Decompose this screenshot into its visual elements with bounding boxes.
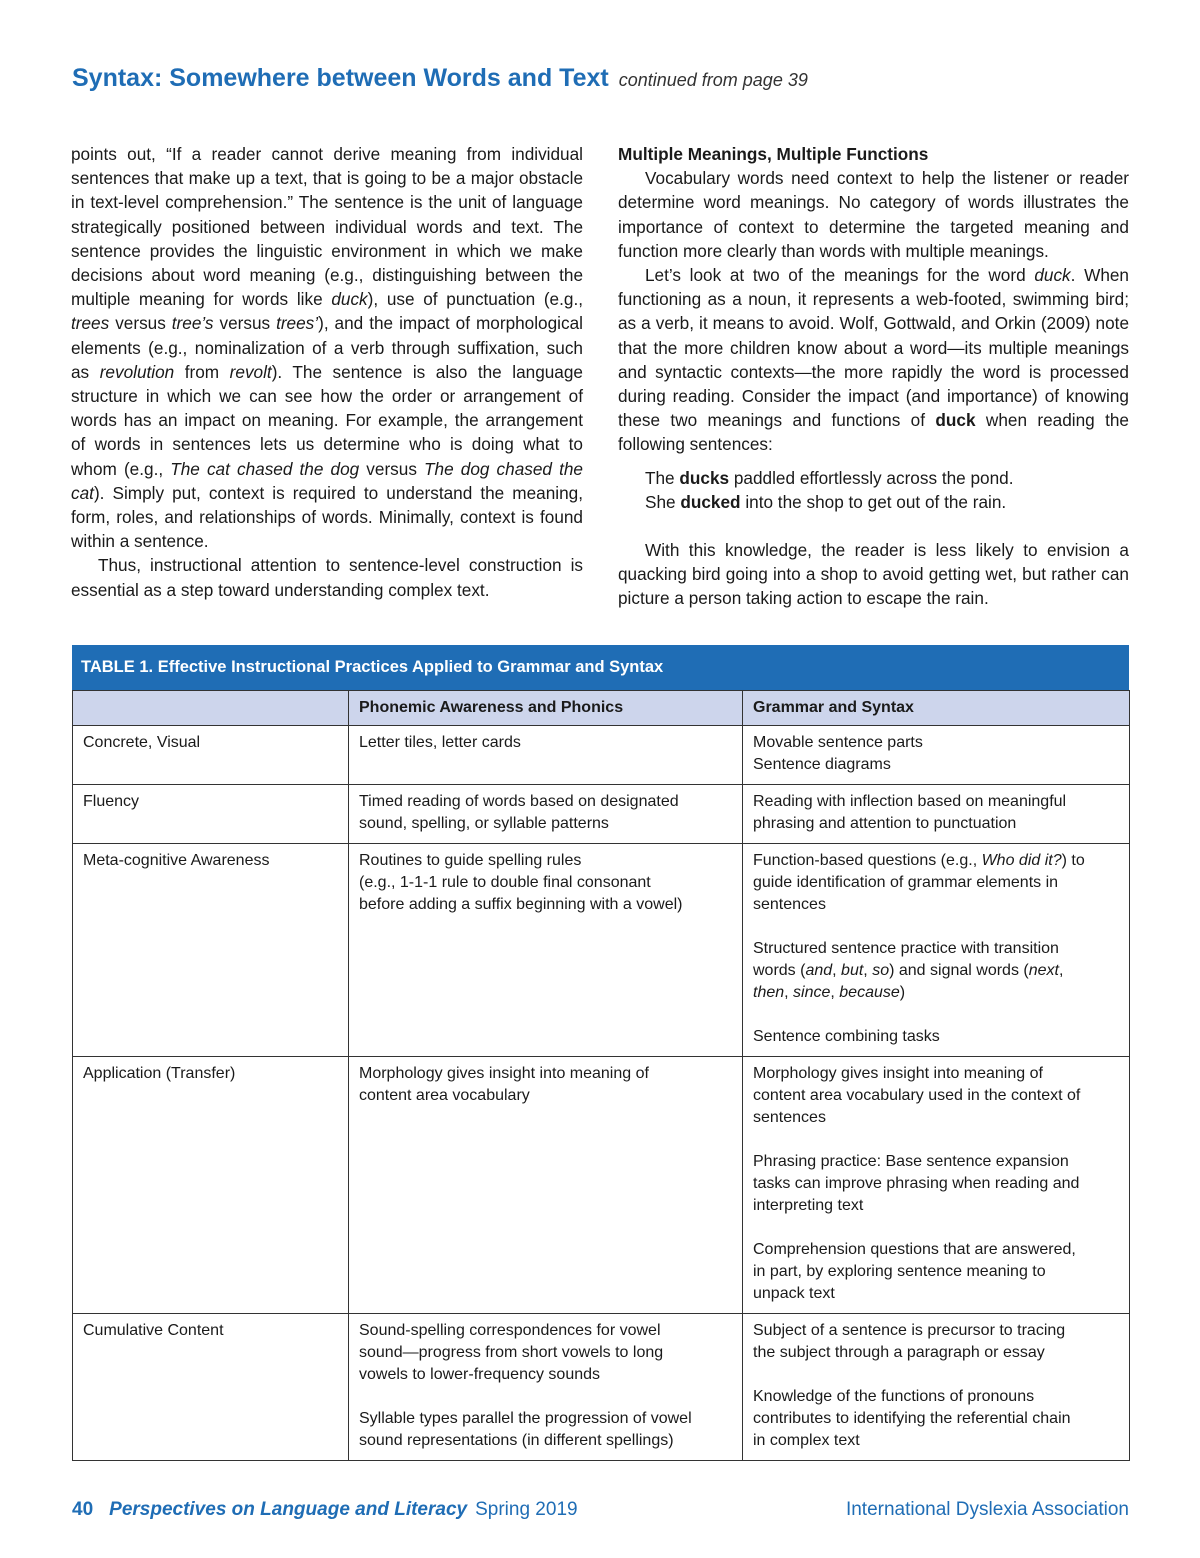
cell-line: content area vocabulary used in the context of — [753, 1087, 1081, 1104]
cell-line: Comprehension questions that are answered, — [753, 1241, 1076, 1258]
bold-text: duck — [935, 410, 976, 431]
italic-text: Who did it? — [981, 852, 1062, 869]
bold-text: ducked — [680, 491, 741, 512]
cell-line: then, since, because) — [753, 984, 906, 1001]
italic-text: since — [793, 984, 831, 1001]
table-row — [73, 726, 1130, 785]
italic-text: and — [805, 962, 833, 979]
practices-table — [72, 645, 1129, 1461]
cell-line: sentences — [753, 1109, 826, 1126]
cell-line: words (and, but, so) and signal words (next, — [753, 962, 1064, 979]
cell-line: Sentence diagrams — [753, 756, 891, 773]
grammar-cell — [743, 844, 1130, 1057]
bold-text: ducks — [679, 467, 730, 488]
column-header: Grammar and Syntax — [743, 691, 1130, 726]
phonics-cell — [349, 726, 743, 785]
table-grid — [72, 690, 1130, 1461]
cell-line: Routines to guide spelling rules — [359, 852, 582, 869]
italic-text: trees’ — [276, 313, 319, 334]
cell-line: in complex text — [753, 1432, 860, 1449]
cell-line: Sound-spelling correspondences for vowel — [359, 1322, 661, 1339]
example-sentence: The ducks paddled effortlessly across the pond. — [645, 467, 1014, 488]
phonics-cell — [349, 1314, 743, 1461]
cell-line: the subject through a paragraph or essay — [753, 1344, 1045, 1361]
cell-line: Reading with inflection based on meaningful — [753, 793, 1067, 810]
italic-text: trees — [71, 313, 110, 334]
cell-line: unpack text — [753, 1285, 835, 1302]
cell-line: Knowledge of the functions of pronouns — [753, 1388, 1035, 1405]
grammar-cell — [743, 726, 1130, 785]
cell-line: in part, by exploring sentence meaning to — [753, 1263, 1046, 1280]
cell-line: sound, spelling, or syllable patterns — [359, 815, 609, 832]
table-row — [73, 1314, 1130, 1461]
cell-line: Syllable types parallel the progression of vowel — [359, 1410, 692, 1427]
italic-text: The cat chased the dog — [170, 458, 360, 479]
article-title: Syntax: Somewhere between Words and Text — [72, 64, 609, 92]
cell-line: interpreting text — [753, 1197, 864, 1214]
cell-line: Phrasing practice: Base sentence expansion — [753, 1153, 1069, 1170]
row-label: Concrete, Visual — [73, 726, 349, 785]
cell-line: Letter tiles, letter cards — [359, 734, 521, 751]
cell-line: Movable sentence parts — [753, 734, 923, 751]
italic-text: duck — [331, 289, 368, 310]
italic-text: then — [753, 984, 785, 1001]
italic-text: revolt — [229, 361, 272, 382]
cell-line: guide identification of grammar elements in — [753, 874, 1059, 891]
table-row — [73, 1057, 1130, 1314]
row-label: Cumulative Content — [73, 1314, 349, 1461]
organization-name: International Dyslexia Association — [845, 1499, 1129, 1520]
grammar-cell — [743, 785, 1130, 844]
grammar-cell — [743, 1057, 1130, 1314]
table-row — [73, 785, 1130, 844]
italic-text: duck — [1034, 265, 1071, 286]
example-sentence: She ducked into the shop to get out of the rain. — [645, 491, 1007, 512]
italic-text: because — [839, 984, 900, 1001]
page-header — [72, 64, 808, 93]
cell-line: phrasing and attention to punctuation — [753, 815, 1017, 832]
cell-line: sentences — [753, 896, 826, 913]
italic-text: so — [872, 962, 890, 979]
row-label: Fluency — [73, 785, 349, 844]
journal-name: Perspectives on Language and Literacy — [109, 1499, 468, 1520]
cell-line: Subject of a sentence is precursor to tracing — [753, 1322, 1066, 1339]
cell-line: sound representations (in different spellings) — [359, 1432, 674, 1449]
italic-text: next — [1028, 962, 1059, 979]
cell-line: before adding a suffix beginning with a vowel) — [359, 896, 683, 913]
section-subheading: Multiple Meanings, Multiple Functions — [618, 144, 929, 164]
cell-line: content area vocabulary — [359, 1087, 530, 1104]
cell-line: contributes to identifying the referential chain — [753, 1410, 1071, 1427]
column-header: Phonemic Awareness and Phonics — [349, 691, 743, 726]
page-footer — [72, 1499, 1129, 1521]
cell-line: vowels to lower-frequency sounds — [359, 1366, 601, 1383]
phonics-cell — [349, 1057, 743, 1314]
right-column — [618, 142, 1129, 611]
cell-line: Sentence combining tasks — [753, 1028, 940, 1045]
italic-text: revolution — [99, 361, 175, 382]
cell-line: Timed reading of words based on designated — [359, 793, 679, 810]
cell-line: Morphology gives insight into meaning of — [753, 1065, 1043, 1082]
cell-line: sound—progress from short vowels to long — [359, 1344, 664, 1361]
table-row — [73, 844, 1130, 1057]
cell-line: (e.g., 1-1-1 rule to double final consonant — [359, 874, 651, 891]
body-paragraph: points out, “If a reader cannot derive meaning from individual sentences that make up a text, that is going to be a major obstacle in text-level comprehension.” The sentence is the unit of language strategically positioned between individual words and text. The sentence provides the linguistic environment in which we make decisions about word meaning (e.g., distinguishing between the multiple meaning for words like duck), use of punctuation (e.g., trees versus tree’s versus trees’), and the impact of morphological elements (e.g., nominalization of a verb through suffixation, such as revolution from revolt). The sentence is also the language structure in which we can see how the order or arrangement of words has an impact on meaning. For example, the arrangement of words in sentences lets us determine who is doing what to whom (e.g., The cat chased the dog versus The dog chased the cat). Simply put, context is required to understand the meaning, form, roles, and relationships of words. Minimally, context is found within a sentence. — [71, 144, 584, 552]
row-label: Meta-cognitive Awareness — [73, 844, 349, 1057]
table-title: TABLE 1. Effective Instructional Practices Applied to Grammar and Syntax — [72, 645, 1129, 690]
issue-season: Spring 2019 — [475, 1499, 578, 1520]
cell-line: Structured sentence practice with transition — [753, 940, 1059, 957]
grammar-cell — [743, 1314, 1130, 1461]
phonics-cell — [349, 785, 743, 844]
continued-note: continued from page 39 — [618, 70, 808, 90]
column-header — [73, 691, 349, 726]
page-number: 40 — [72, 1499, 94, 1520]
row-label: Application (Transfer) — [73, 1057, 349, 1314]
phonics-cell — [349, 844, 743, 1057]
cell-line: Function-based questions (e.g., Who did it?) to — [753, 852, 1085, 869]
body-paragraph: With this knowledge, the reader is less likely to envision a quacking bird going into a shop to avoid getting wet, but rather can picture a person taking action to escape the rain. — [618, 540, 1129, 609]
table-header-row — [73, 691, 1130, 726]
body-paragraph: Vocabulary words need context to help the listener or reader determine word meanings. No category of words illustrates the importance of context to determine the targeted meaning and function more clearly than words with multiple meanings. — [618, 168, 1129, 261]
body-paragraph: Thus, instructional attention to sentence-level construction is essential as a step toward understanding complex text. — [71, 555, 583, 600]
italic-text: but — [841, 962, 864, 979]
cell-line: tasks can improve phrasing when reading and — [753, 1175, 1080, 1192]
body-paragraph: Let’s look at two of the meanings for the word duck. When functioning as a noun, it represents a web-footed, swimming bird; as a verb, it means to avoid. Wolf, Gottwald, and Orkin (2009) note that the more children know about a word—its multiple meanings and syntactic contexts—the more rapidly the word is processed during reading. Consider the impact (and importance) of knowing these two meanings and functions of duck when reading the following sentences: — [618, 265, 1129, 455]
italic-text: The dog chased the cat — [71, 458, 583, 503]
italic-text: tree’s — [171, 313, 214, 334]
cell-line: Morphology gives insight into meaning of — [359, 1065, 649, 1082]
left-column — [71, 142, 583, 602]
example-sentences — [645, 466, 1129, 514]
